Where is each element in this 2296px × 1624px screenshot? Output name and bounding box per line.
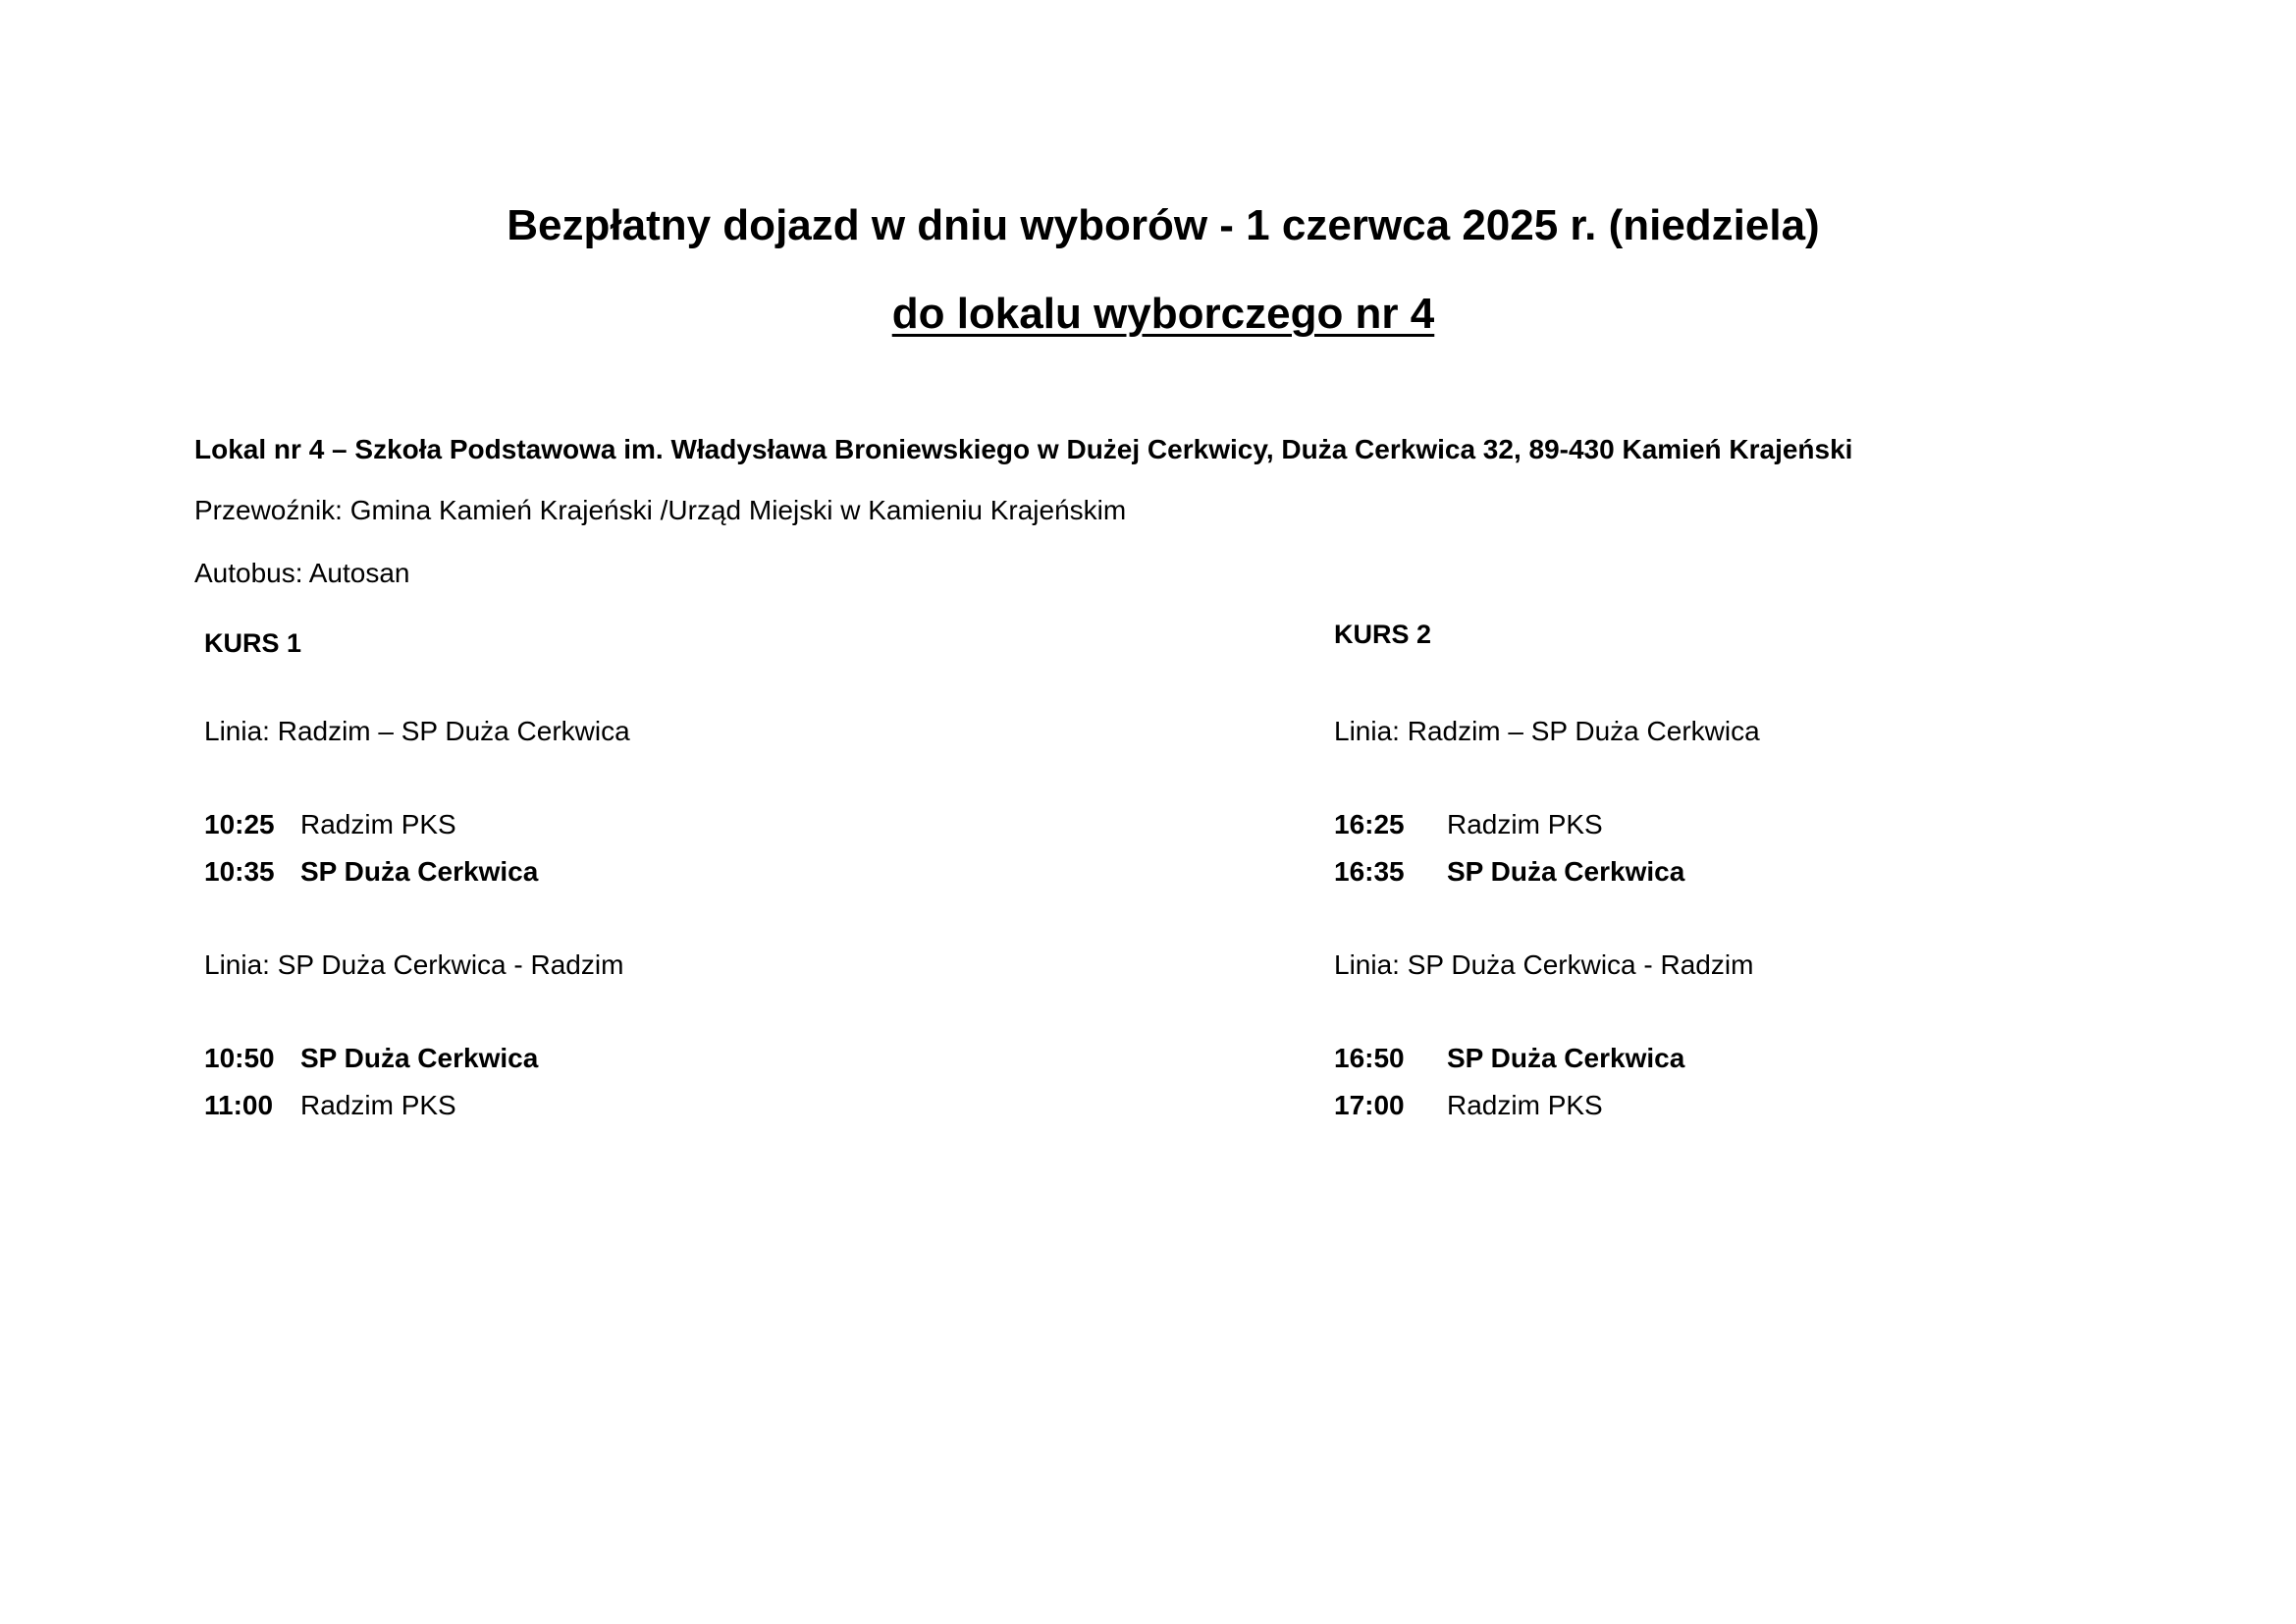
kurs-title: KURS 2 [1334, 620, 1432, 649]
stop-name: SP Duża Cerkwica [1447, 1043, 1685, 1073]
carrier-info: Przewoźnik: Gmina Kamień Krajeński /Urząd Miejski w Kamieniu Krajeńskim [194, 495, 1127, 525]
departure-time: 16:35 [1334, 856, 1405, 887]
polling-station-address: Lokal nr 4 – Szkoła Podstawowa im. Władysława Broniewskiego w Dużej Cerkwicy, Duża Cerkwica 32, 89-430 Kamień Krajeński [194, 434, 1853, 464]
departure-time: 17:00 [1334, 1090, 1405, 1120]
stop-name: Radzim PKS [1447, 1090, 1603, 1120]
departure-time: 16:50 [1334, 1043, 1405, 1073]
stop-name: Radzim PKS [1447, 809, 1603, 839]
document-title: Bezpłatny dojazd w dniu wyborów - 1 czerwca 2025 r. (niedziela) [507, 201, 1820, 249]
outbound-line-label: Linia: Radzim – SP Duża Cerkwica [1334, 716, 1760, 746]
outbound-line-label: Linia: Radzim – SP Duża Cerkwica [204, 716, 630, 746]
departure-time: 10:35 [204, 856, 275, 887]
stop-name: SP Duża Cerkwica [1447, 856, 1685, 887]
departure-time: 10:25 [204, 809, 275, 839]
departure-time: 10:50 [204, 1043, 275, 1073]
kurs-title: KURS 1 [204, 628, 302, 658]
stop-name: SP Duża Cerkwica [300, 856, 539, 887]
return-line-label: Linia: SP Duża Cerkwica - Radzim [204, 949, 624, 980]
stop-name: Radzim PKS [300, 1090, 456, 1120]
return-line-label: Linia: SP Duża Cerkwica - Radzim [1334, 949, 1754, 980]
stop-name: SP Duża Cerkwica [300, 1043, 539, 1073]
bus-info: Autobus: Autosan [194, 558, 410, 588]
document-subtitle: do lokalu wyborczego nr 4 [891, 290, 1435, 338]
departure-time: 16:25 [1334, 809, 1405, 839]
departure-time: 11:00 [204, 1090, 274, 1120]
stop-name: Radzim PKS [300, 809, 456, 839]
